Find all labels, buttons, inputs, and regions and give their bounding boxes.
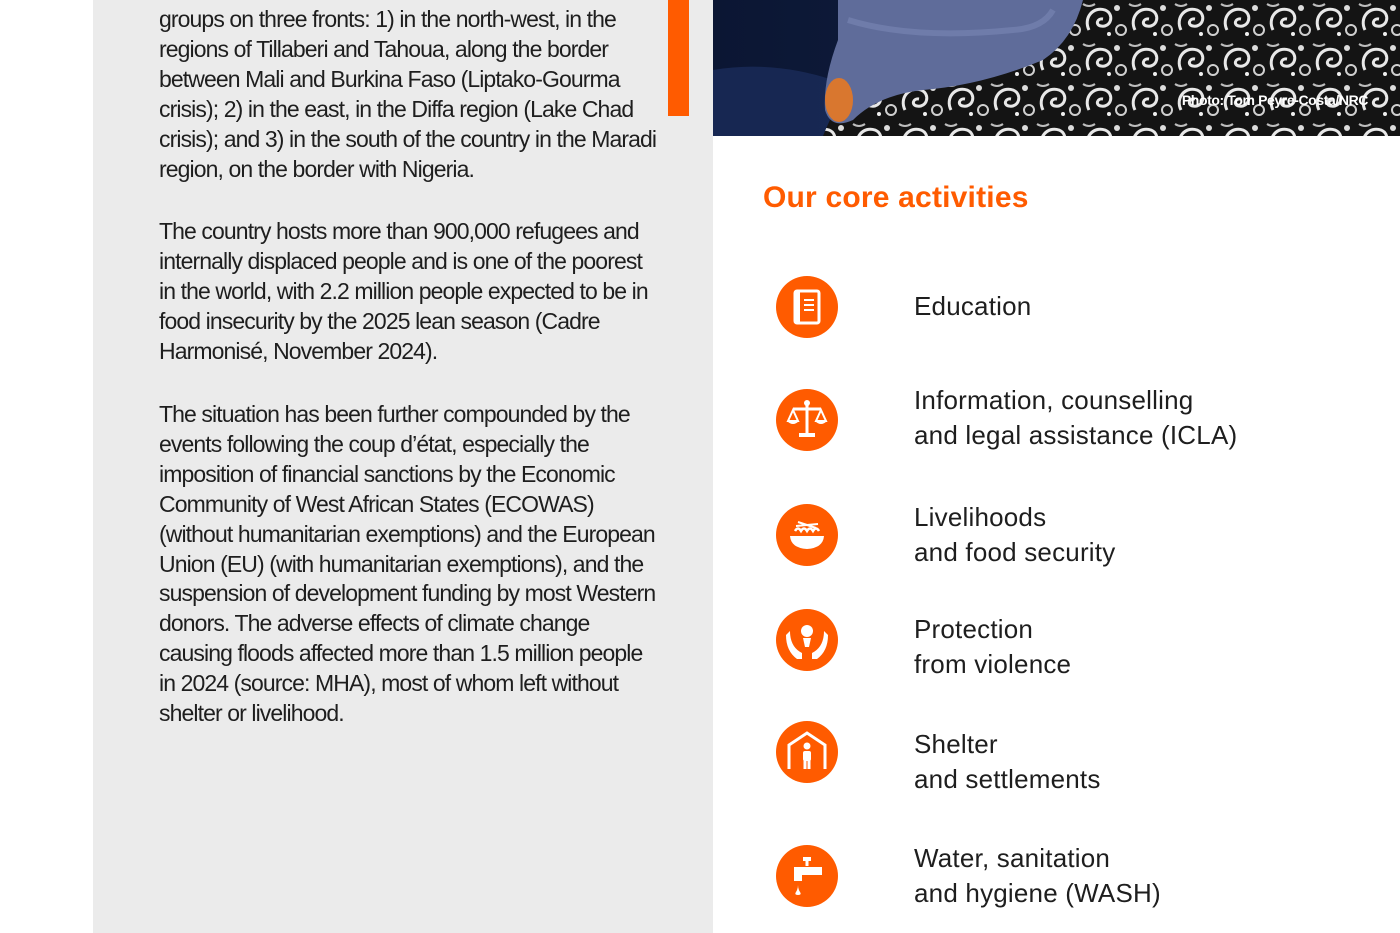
education-book-icon — [776, 276, 838, 338]
paragraph-refugees: The country hosts more than 900,000 refugees and internally displaced people and is one of the poorest in the world, with 2.2 million people expected to be in food insecurity by the 2025 lean season (Cadre Harmonisé, November 2024). — [159, 218, 648, 365]
scales-of-justice-icon — [776, 389, 838, 451]
activity-label-line2: and food security — [914, 537, 1116, 567]
water-tap-icon — [776, 845, 838, 907]
food-bowl-icon — [776, 504, 838, 566]
activity-label-line1: Livelihoods — [914, 502, 1047, 532]
paragraph-situation: The situation has been further compounded by the events following the coup d’état, especially the imposition of financial sanctions by the Economic Community of West African States (ECOWAS) (without humanitarian exemptions) and the European Union (EU) (with humanitarian exemptions), and the suspension of development funding by most Western donors. The adverse effects of climate change causing floods affected more than 1.5 million people in 2024 (source: MHA), most of whom left without shelter or livelihood. — [159, 400, 656, 727]
activity-label-line2: and legal assistance (ICLA) — [914, 420, 1238, 450]
activity-label — [914, 727, 1101, 797]
paragraph-fronts: groups on three fronts: 1) in the north-west, in the regions of Tillaberi and Tahoua, along the border between Mali and Burkina Faso (Liptako-Gourma crisis); 2) in the east, in the Diffa region (Lake Chad crisis); and 3) in the south of the country in the Maradi region, on the border with Nigeria. — [159, 6, 657, 182]
activity-label-line1: Education — [914, 291, 1032, 321]
activity-protection — [776, 609, 1376, 679]
activity-icla — [776, 385, 1376, 451]
activity-livelihoods — [776, 504, 1376, 566]
activity-label-line2: from violence — [914, 649, 1072, 679]
activity-label-line1: Protection — [914, 614, 1034, 644]
activity-label — [914, 500, 1115, 570]
shelter-person-icon — [776, 721, 838, 783]
activity-label-line1: Water, sanitation — [914, 843, 1111, 873]
header-photo — [713, 0, 1400, 136]
activity-label — [914, 612, 1071, 682]
activity-label — [914, 289, 1031, 324]
protective-hands-icon — [776, 609, 838, 671]
accent-bar — [668, 0, 689, 116]
body-text — [159, 5, 659, 762]
core-activities-title: Our core activities — [763, 181, 1029, 214]
activity-label-line2: and settlements — [914, 764, 1101, 794]
activity-wash — [776, 845, 1376, 907]
activity-label — [914, 383, 1237, 453]
photo-image — [713, 0, 1400, 136]
photo-credit: Photo: Tom Peyre-Costa/NRC — [1181, 92, 1368, 108]
activity-label-line2: and hygiene (WASH) — [914, 878, 1161, 908]
activity-shelter — [776, 721, 1376, 794]
activity-label-line1: Information, counselling — [914, 385, 1194, 415]
activity-education — [776, 276, 1376, 338]
activity-label — [914, 841, 1161, 911]
activity-label-line1: Shelter — [914, 729, 998, 759]
